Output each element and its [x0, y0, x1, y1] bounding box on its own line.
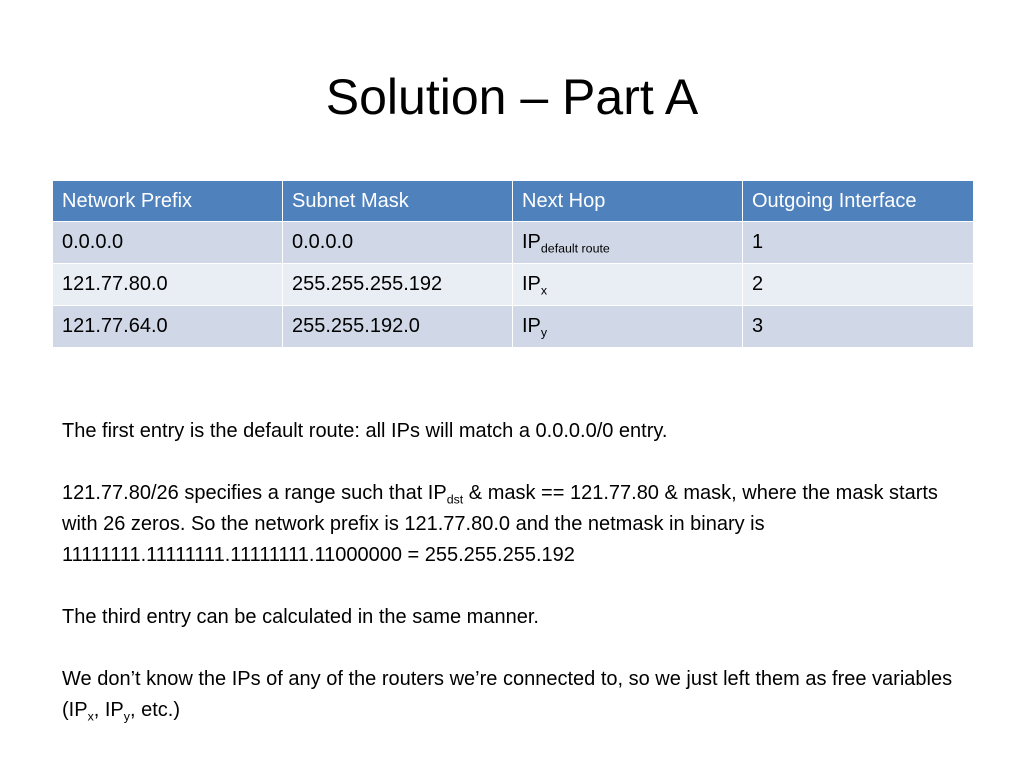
table-row: [53, 222, 974, 264]
note-third-entry: The third entry can be calculated in the same manner.: [62, 606, 539, 628]
cell-next-hop: [513, 306, 743, 348]
table-header-row: [53, 181, 974, 222]
cell-subnet-mask: 255.255.255.192: [283, 264, 513, 306]
note-subscript: dst: [446, 492, 464, 507]
note-subscript: y: [123, 709, 130, 724]
next-hop-subscript: y: [540, 325, 548, 340]
note-free-variables: [62, 664, 962, 726]
next-hop-base: IP: [522, 315, 541, 337]
header-next-hop: Next Hop: [513, 181, 743, 222]
cell-subnet-mask: 255.255.192.0: [283, 306, 513, 348]
cell-network-prefix: 121.77.64.0: [53, 306, 283, 348]
cell-next-hop: [513, 222, 743, 264]
cell-network-prefix: 121.77.80.0: [53, 264, 283, 306]
note-text: , etc.): [129, 699, 180, 721]
next-hop-subscript: x: [540, 283, 548, 298]
cell-network-prefix: 0.0.0.0: [53, 222, 283, 264]
cell-next-hop: [513, 264, 743, 306]
cell-outgoing-interface: 3: [743, 306, 974, 348]
header-network-prefix: Network Prefix: [53, 181, 283, 222]
note-text: , IP: [93, 699, 124, 721]
next-hop-base: IP: [522, 231, 541, 253]
cell-outgoing-interface: 2: [743, 264, 974, 306]
slide-title: Solution – Part A: [325, 69, 699, 125]
cell-outgoing-interface: 1: [743, 222, 974, 264]
table-row: [53, 264, 974, 306]
next-hop-base: IP: [522, 273, 541, 295]
note-default-route: The first entry is the default route: all IPs will match a 0.0.0.0/0 entry.: [62, 420, 668, 442]
note-subscript: x: [87, 709, 94, 724]
header-subnet-mask: Subnet Mask: [283, 181, 513, 222]
cell-subnet-mask: 0.0.0.0: [283, 222, 513, 264]
routing-table: [52, 180, 974, 348]
note-text: & mask == 121.77.80 & mask, where the mask starts with 26 zeros. So the network prefix is 121.77.80.0 and the netmask in binary is 11111111.11111111.11111111.11000000 = 255.255.255.192: [62, 482, 938, 566]
note-text: 121.77.80/26 specifies a range such that IP: [62, 482, 447, 504]
next-hop-subscript: default route: [540, 241, 610, 256]
slide-body: [62, 416, 962, 726]
header-outgoing-interface: Outgoing Interface: [743, 181, 974, 222]
note-text: We don’t know the IPs of any of the routers we’re connected to, so we just left them as free variables (IP: [62, 668, 953, 721]
table-row: [53, 306, 974, 348]
note-prefix-explanation: [62, 478, 962, 571]
